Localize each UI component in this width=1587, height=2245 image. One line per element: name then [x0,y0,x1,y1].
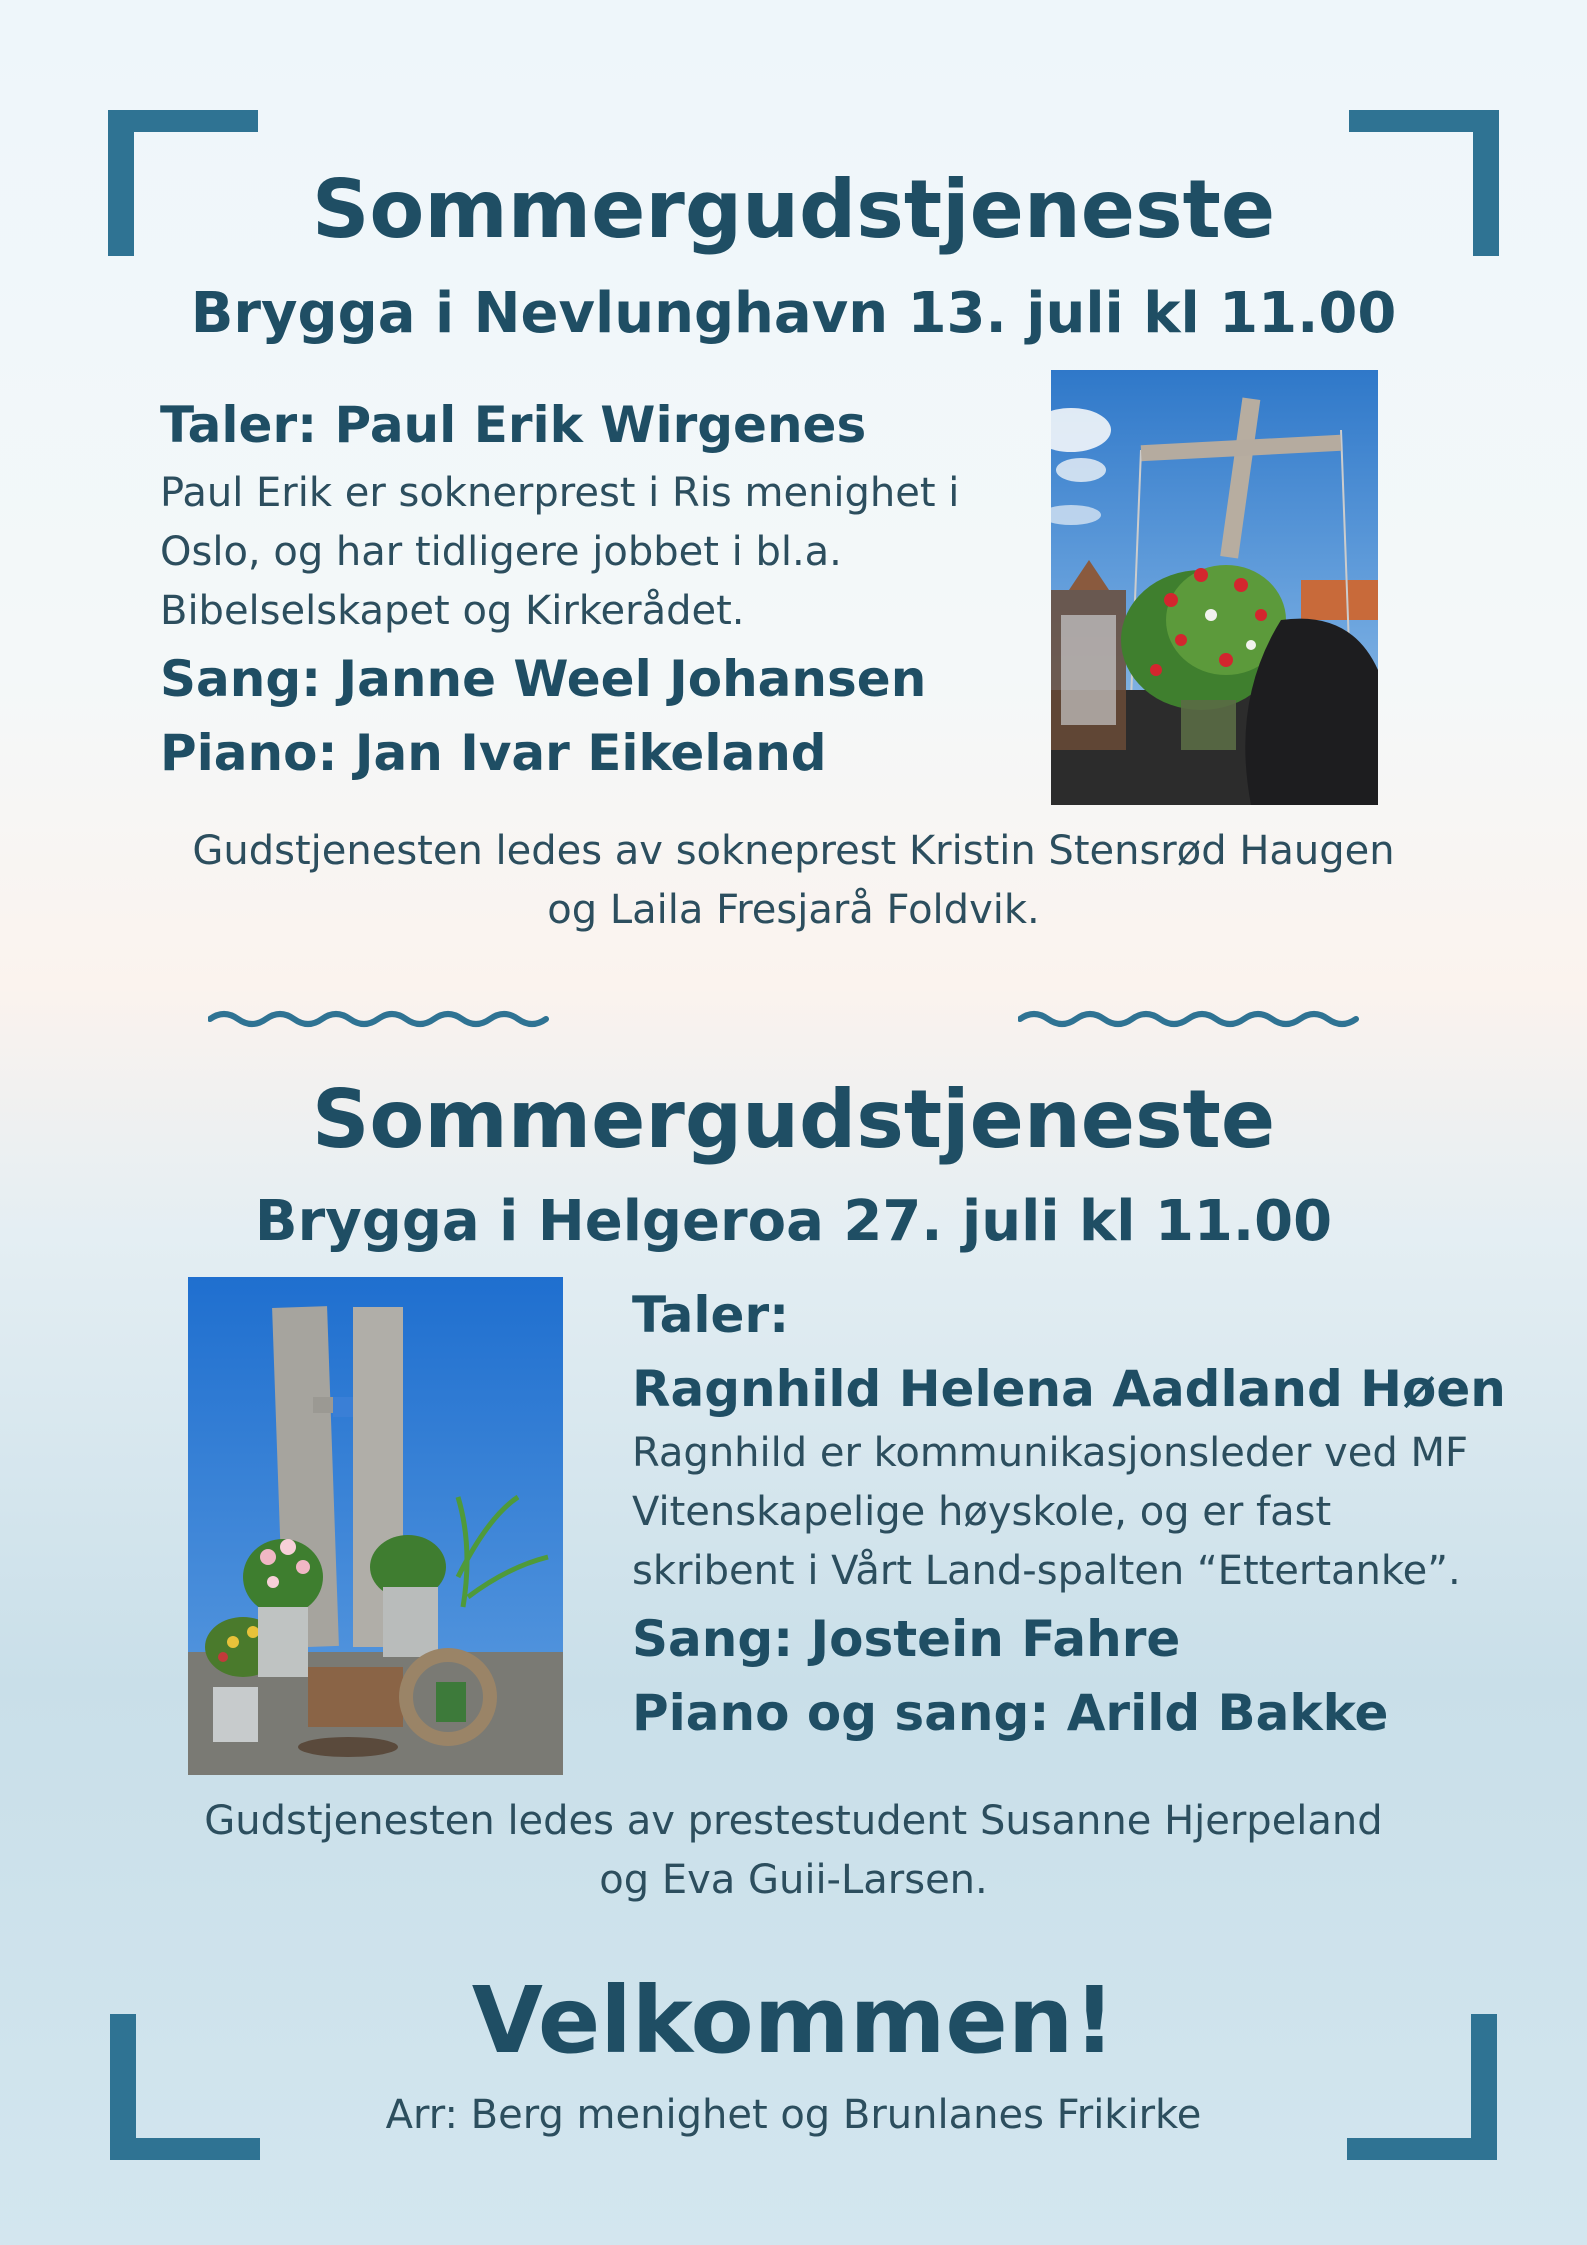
event2-leaders [0,1792,1587,1910]
event2-subtitle: Brygga i Helgeroa 27. juli kl 11.00 [254,1189,1333,1254]
event2-bio [632,1424,1512,1601]
event2-song: Sang: Jostein Fahre [632,1610,1181,1668]
event1-speaker: Taler: Paul Erik Wirgenes [160,396,867,454]
organizers-text: Arr: Berg menighet og Brunlanes Frikirke [385,2092,1202,2138]
event2-speaker-label: Taler: [632,1286,790,1344]
event2-leaders-line: Gudstjenesten ledes av prestestudent Susanne Hjerpeland [204,1798,1383,1844]
welcome-heading: Velkommen! [471,1967,1116,2074]
event2-leaders-line: og Eva Guii-Larsen. [599,1857,988,1903]
wave-divider-left [208,1006,558,1032]
event2-speaker-name: Ragnhild Helena Aadland Høen [632,1360,1506,1418]
wave-divider-right [1018,1006,1368,1032]
event1-leaders-line: Gudstjenesten ledes av sokneprest Kristin Stensrød Haugen [192,828,1395,874]
event1-bio [160,464,1040,641]
event2-bio-line: Vitenskapelige høyskole, og er fast [632,1489,1332,1535]
event1-song: Sang: Janne Weel Johansen [160,650,927,708]
event1-bio-line: Paul Erik er soknerprest i Ris menighet i [160,470,960,516]
event1-photo [1051,370,1378,805]
event1-piano: Piano: Jan Ivar Eikeland [160,724,827,782]
event1-title: Sommergudstjeneste [311,163,1276,256]
event2-piano: Piano og sang: Arild Bakke [632,1684,1389,1742]
event1-subtitle: Brygga i Nevlunghavn 13. juli kl 11.00 [190,281,1397,346]
event2-bio-line: skribent i Vårt Land-spalten “Ettertanke”. [632,1548,1461,1594]
event1-bio-line: Bibelselskapet og Kirkerådet. [160,588,745,634]
event2-bio-line: Ragnhild er kommunikasjonsleder ved MF [632,1430,1468,1476]
event2-photo [188,1277,563,1775]
event1-leaders [0,822,1587,940]
event2-title: Sommergudstjeneste [311,1073,1276,1166]
event1-bio-line: Oslo, og har tidligere jobbet i bl.a. [160,529,842,575]
event1-leaders-line: og Laila Fresjarå Foldvik. [547,887,1040,933]
